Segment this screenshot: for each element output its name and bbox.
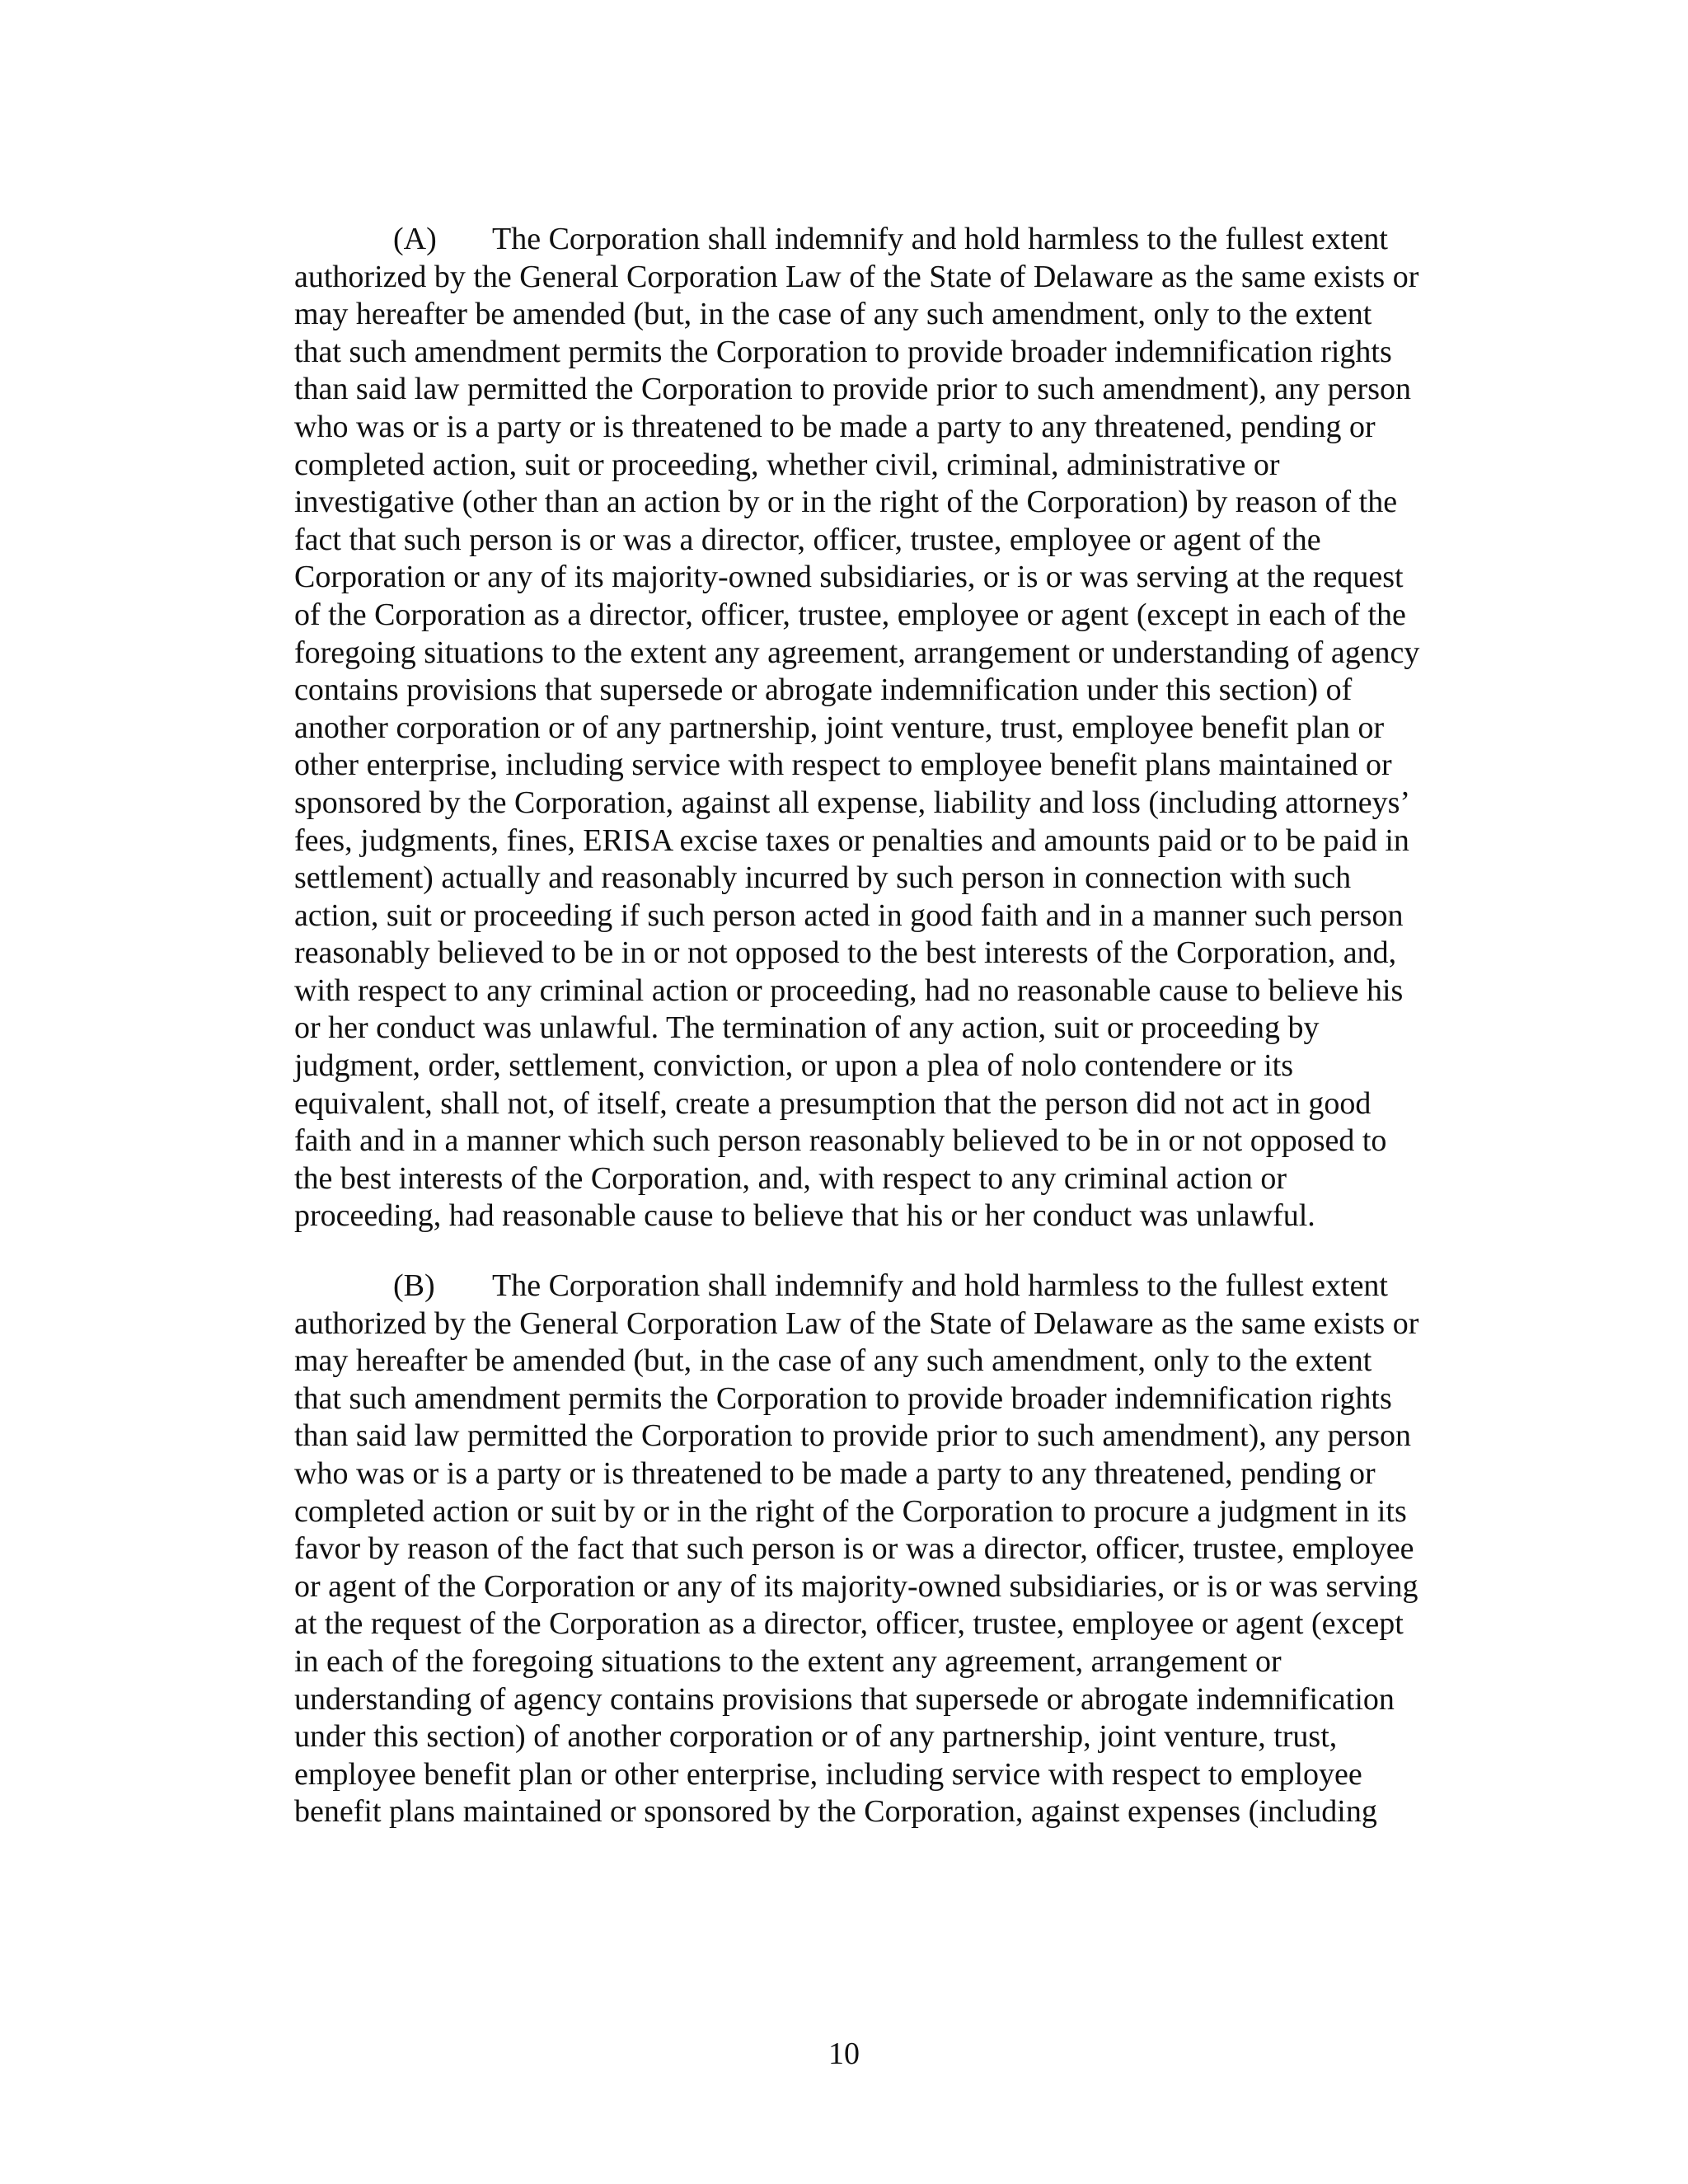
paragraph-marker: (A) — [393, 222, 437, 256]
paragraph-line: that such amendment permits the Corporation to provide broader indemnification rights — [294, 1380, 1392, 1416]
paragraph-line: equivalent, shall not, of itself, create a presumption that the person did not act in good — [294, 1085, 1372, 1121]
paragraph-line: settlement) actually and reasonably incurred by such person in connection with such — [294, 860, 1352, 896]
paragraph-line: at the request of the Corporation as a director, officer, trustee, employee or agent (except — [294, 1606, 1404, 1642]
paragraph-line: than said law permitted the Corporation to provide prior to such amendment), any person — [294, 1418, 1411, 1454]
paragraph-line: under this section) of another corporation or of any partnership, joint venture, trust, — [294, 1719, 1338, 1755]
paragraph-line: the best interests of the Corporation, and, with respect to any criminal action or — [294, 1160, 1287, 1196]
paragraph-line-text: The Corporation shall indemnify and hold harmless to the fullest extent — [492, 222, 1388, 256]
paragraph-line: authorized by the General Corporation Law of the State of Delaware as the same exists or — [294, 1305, 1419, 1341]
paragraph-line: in each of the foregoing situations to the extent any agreement, arrangement or — [294, 1643, 1282, 1679]
paragraph-line: that such amendment permits the Corporation to provide broader indemnification rights — [294, 334, 1392, 369]
paragraph-line: action, suit or proceeding if such person acted in good faith and in a manner such person — [294, 898, 1404, 933]
paragraph-line: understanding of agency contains provisions that supersede or abrogate indemnification — [294, 1681, 1395, 1717]
paragraph-line: or her conduct was unlawful. The termination of any action, suit or proceeding by — [294, 1010, 1320, 1046]
paragraph-line: completed action or suit by or in the right of the Corporation to procure a judgment in its — [294, 1493, 1407, 1529]
paragraph-line: than said law permitted the Corporation to provide prior to such amendment), any person — [294, 372, 1411, 407]
paragraph-line: authorized by the General Corporation Law of the State of Delaware as the same exists or — [294, 259, 1419, 294]
page-number: 10 — [828, 2036, 860, 2071]
paragraph-line: or agent of the Corporation or any of its majority-owned subsidiaries, or is or was serving — [294, 1568, 1418, 1604]
paragraph-line: favor by reason of the fact that such person is or was a director, officer, trustee, employee — [294, 1531, 1414, 1567]
paragraph-line: may hereafter be amended (but, in the case of any such amendment, only to the extent — [294, 297, 1372, 332]
paragraph-line: judgment, order, settlement, conviction, or upon a plea of nolo contendere or its — [294, 1048, 1294, 1084]
paragraph-line: may hereafter be amended (but, in the case of any such amendment, only to the extent — [294, 1343, 1372, 1379]
paragraph-line: fact that such person is or was a director, officer, trustee, employee or agent of the — [294, 522, 1321, 557]
paragraph-line: foregoing situations to the extent any agreement, arrangement or understanding of agency — [294, 635, 1420, 670]
paragraph-line: employee benefit plan or other enterprise, including service with respect to employee — [294, 1756, 1362, 1792]
paragraph-line: other enterprise, including service with respect to employee benefit plans maintained or — [294, 748, 1392, 783]
paragraph-a — [294, 221, 1481, 1235]
paragraph-line-text: The Corporation shall indemnify and hold harmless to the fullest extent — [492, 1268, 1388, 1303]
paragraph-b — [294, 1268, 1481, 1831]
paragraph-line: benefit plans maintained or sponsored by the Corporation, against expenses (including — [294, 1794, 1377, 1830]
paragraph-line: who was or is a party or is threatened to be made a party to any threatened, pending or — [294, 1455, 1376, 1491]
paragraph-line — [294, 221, 1481, 259]
paragraph-line: investigative (other than an action by or in the right of the Corporation) by reason of the — [294, 485, 1398, 520]
paragraph-line: fees, judgments, fines, ERISA excise taxes or penalties and amounts paid or to be paid in — [294, 823, 1409, 858]
paragraph-line: faith and in a manner which such person reasonably believed to be in or not opposed to — [294, 1123, 1387, 1159]
paragraph-line: of the Corporation as a director, officer, trustee, employee or agent (except in each of the — [294, 597, 1406, 632]
paragraph-line: Corporation or any of its majority-owned subsidiaries, or is or was serving at the request — [294, 560, 1404, 595]
paragraph-line: sponsored by the Corporation, against all expense, liability and loss (including attorneys’ — [294, 785, 1411, 820]
paragraph-line — [294, 1268, 1481, 1305]
paragraph-marker: (B) — [393, 1268, 435, 1303]
paragraph-line: who was or is a party or is threatened to be made a party to any threatened, pending or — [294, 409, 1376, 444]
paragraph-line: proceeding, had reasonable cause to believe that his or her conduct was unlawful. — [294, 1198, 1315, 1234]
paragraph-line: reasonably believed to be in or not opposed to the best interests of the Corporation, and, — [294, 935, 1397, 971]
paragraph-line: with respect to any criminal action or proceeding, had no reasonable cause to believe his — [294, 972, 1404, 1008]
paragraph-line: completed action, suit or proceeding, whether civil, criminal, administrative or — [294, 447, 1280, 482]
paragraph-line: another corporation or of any partnership, joint venture, trust, employee benefit plan or — [294, 710, 1385, 745]
paragraph-line: contains provisions that supersede or abrogate indemnification under this section) of — [294, 673, 1353, 708]
